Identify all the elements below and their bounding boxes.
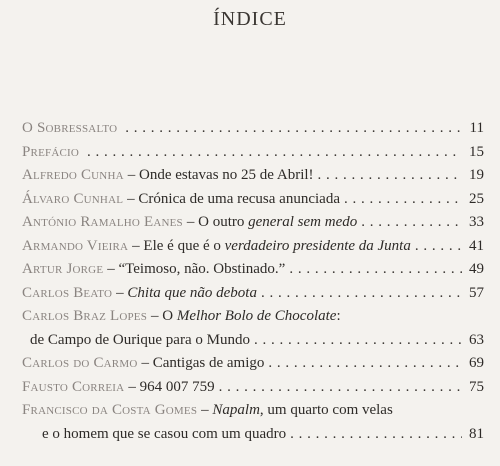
toc-leader-dots bbox=[361, 214, 462, 231]
toc-page-number: 81 bbox=[469, 425, 484, 442]
toc-leader-dots bbox=[219, 379, 462, 396]
toc-entry[interactable] bbox=[22, 214, 484, 238]
toc-title-text: – 964 007 759 bbox=[128, 378, 215, 395]
toc-title-suffix: : bbox=[336, 308, 341, 324]
toc-title-italic: general sem medo bbox=[248, 214, 358, 230]
toc-leader-dots bbox=[318, 167, 462, 184]
toc-entry[interactable] bbox=[22, 191, 484, 215]
toc-leader-dots bbox=[344, 191, 462, 208]
toc-entry[interactable] bbox=[22, 355, 484, 379]
toc-leader-dots bbox=[125, 120, 462, 137]
toc-title-text: – Onde estavas no 25 de Abril! bbox=[127, 167, 314, 183]
toc-author: Fausto Correia bbox=[22, 378, 125, 395]
toc-author: António Ramalho Eanes bbox=[22, 214, 183, 230]
toc-entry[interactable] bbox=[22, 379, 484, 403]
toc-entry[interactable] bbox=[22, 308, 484, 332]
toc-title bbox=[187, 214, 357, 231]
toc-page-number: 11 bbox=[469, 120, 484, 136]
toc-title-text: – Cantigas de amigo bbox=[141, 355, 265, 371]
toc-title-text: – Ele é que é o bbox=[132, 237, 225, 254]
toc-entry[interactable] bbox=[22, 238, 484, 262]
toc-title bbox=[127, 191, 340, 208]
toc-title bbox=[128, 379, 214, 396]
toc-entry[interactable] bbox=[22, 144, 484, 168]
toc-title-italic: verdadeiro presidente da Junta bbox=[224, 237, 411, 254]
table-of-contents bbox=[22, 120, 484, 449]
toc-title-suffix: , um quarto com velas bbox=[259, 402, 393, 418]
toc-leader-dots bbox=[268, 355, 462, 372]
toc-title-italic: Napalm bbox=[212, 402, 260, 418]
toc-page-number: 49 bbox=[469, 261, 484, 277]
toc-author: Francisco da Costa Gomes bbox=[22, 402, 198, 418]
toc-title bbox=[151, 308, 341, 325]
toc-author: Artur Jorge bbox=[22, 261, 104, 277]
toc-page-number: 75 bbox=[469, 378, 484, 395]
toc-title bbox=[30, 332, 250, 349]
toc-title-text: – O bbox=[151, 308, 177, 324]
toc-entry[interactable] bbox=[22, 285, 484, 309]
toc-title-text: – “Teimoso, não. Obstinado.” bbox=[107, 261, 286, 277]
toc-title bbox=[141, 355, 264, 372]
toc-title bbox=[132, 238, 411, 255]
toc-page-number: 69 bbox=[469, 355, 484, 371]
toc-entry[interactable] bbox=[22, 426, 484, 450]
toc-page-number: 19 bbox=[469, 167, 484, 183]
toc-page-number: 57 bbox=[469, 284, 484, 301]
toc-page-number: 63 bbox=[469, 331, 484, 348]
page-title: ÍNDICE bbox=[213, 8, 287, 30]
toc-author: Prefácio bbox=[22, 143, 80, 160]
toc-title bbox=[116, 285, 257, 302]
toc-leader-dots bbox=[87, 144, 462, 161]
toc-author: O Sobressalto bbox=[22, 120, 118, 136]
toc-title bbox=[42, 426, 286, 443]
toc-page-number: 15 bbox=[469, 143, 484, 160]
toc-title-italic: Chita que não debota bbox=[127, 284, 257, 301]
toc-leader-dots bbox=[290, 426, 462, 443]
toc-entry[interactable] bbox=[22, 402, 484, 426]
toc-entry[interactable] bbox=[22, 261, 484, 285]
toc-leader-dots bbox=[415, 238, 462, 255]
toc-author: Carlos Beato bbox=[22, 284, 113, 301]
toc-page-number: 33 bbox=[469, 214, 484, 230]
toc-title bbox=[107, 261, 285, 278]
toc-title-text: e o homem que se casou com um quadro bbox=[42, 425, 287, 442]
toc-leader-dots bbox=[254, 332, 462, 349]
toc-title-italic: Melhor Bolo de Chocolate bbox=[176, 308, 337, 324]
toc-title bbox=[128, 167, 314, 184]
toc-entry[interactable] bbox=[22, 167, 484, 191]
toc-title-text: – bbox=[201, 402, 213, 418]
toc-leader-dots bbox=[289, 261, 462, 278]
toc-title-text: – bbox=[116, 284, 128, 301]
toc-leader-dots bbox=[261, 285, 462, 302]
toc-page-number: 41 bbox=[469, 237, 484, 254]
toc-title bbox=[201, 402, 393, 419]
toc-author: Armando Vieira bbox=[22, 237, 129, 254]
toc-author: Alfredo Cunha bbox=[22, 167, 124, 183]
toc-title-text: – O outro bbox=[186, 214, 249, 230]
toc-author: Carlos Braz Lopes bbox=[22, 308, 148, 324]
toc-entry[interactable] bbox=[22, 332, 484, 356]
toc-title-text: – Crónica de uma recusa anunciada bbox=[127, 190, 340, 207]
toc-entry[interactable] bbox=[22, 120, 484, 144]
toc-page-number: 25 bbox=[469, 190, 484, 207]
toc-author: Álvaro Cunhal bbox=[22, 190, 124, 207]
toc-title-text: de Campo de Ourique para o Mundo bbox=[30, 331, 250, 348]
toc-author: Carlos do Carmo bbox=[22, 355, 138, 371]
